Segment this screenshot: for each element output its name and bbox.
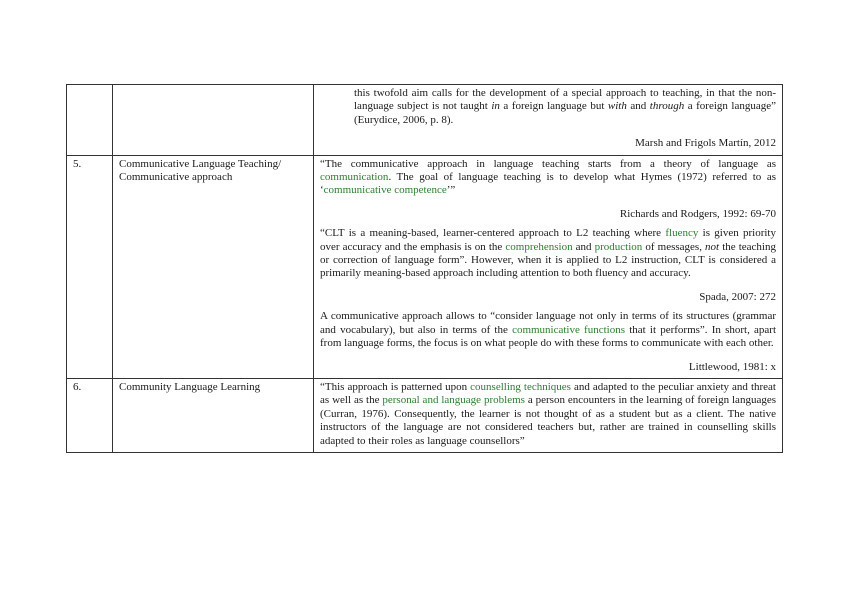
definition-cell: [314, 85, 783, 156]
citation: Spada, 2007: 272: [699, 290, 776, 303]
definition-cell: [314, 378, 783, 452]
quote-continuation: this twofold aim calls for the development of a special approach to teaching, in that the non-language subject is not taught in a foreign language but with and through a foreign language” (Eurydice, 2006, p. 8).: [354, 87, 777, 126]
definition-cell: [314, 155, 783, 378]
row-number-cell: 6.: [67, 378, 113, 452]
quote: “This approach is patterned upon counselling techniques and adapted to the peculiar anxiety and threat as well as the personal and language problems a person encounters in the learning of foreign languages (Curran, 1976). Consequently, the learner is not thought of as a student but as a client. The native instructors of the language are not considered teachers but, rather are trained in counselling skills adapted to their roles as language counsellors”: [320, 380, 776, 447]
glossary-table: [66, 84, 783, 453]
quote: A communicative approach allows to “consider language not only in terms of its structures (grammar and vocabulary), but also in terms of the communicative functions that it performs”. In short, apart from language forms, the focus is on what people do with these forms to communicate with each other.: [320, 310, 776, 350]
citation: Marsh and Frigols Martín, 2012: [635, 137, 776, 150]
term-cell: Community Language Learning: [113, 378, 314, 452]
citation: Richards and Rodgers, 1992: 69-70: [619, 207, 776, 220]
quote: “CLT is a meaning-based, learner-centered approach to L2 teaching where fluency is given priority over accuracy and the emphasis is on the comprehension and production of messages, not the teaching or correction of language form”. However, when it is applied to L2 instruction, CLT is considered a primarily meaning-based approach including attention to both fluency and accuracy.: [320, 227, 776, 280]
table-row: [67, 378, 783, 452]
table-row: [67, 85, 783, 156]
quote: “The communicative approach in language teaching starts from a theory of language as communication. The goal of language teaching is to develop what Hymes (1972) referred to as ‘communicative competence’”: [320, 157, 776, 197]
row-number-cell: [67, 85, 113, 156]
table-row: [67, 155, 783, 378]
row-number-cell: 5.: [67, 155, 113, 378]
term-cell: Communicative Language Teaching/ Communicative approach: [113, 155, 314, 378]
term-cell: [113, 85, 314, 156]
citation: Littlewood, 1981: x: [688, 360, 776, 373]
